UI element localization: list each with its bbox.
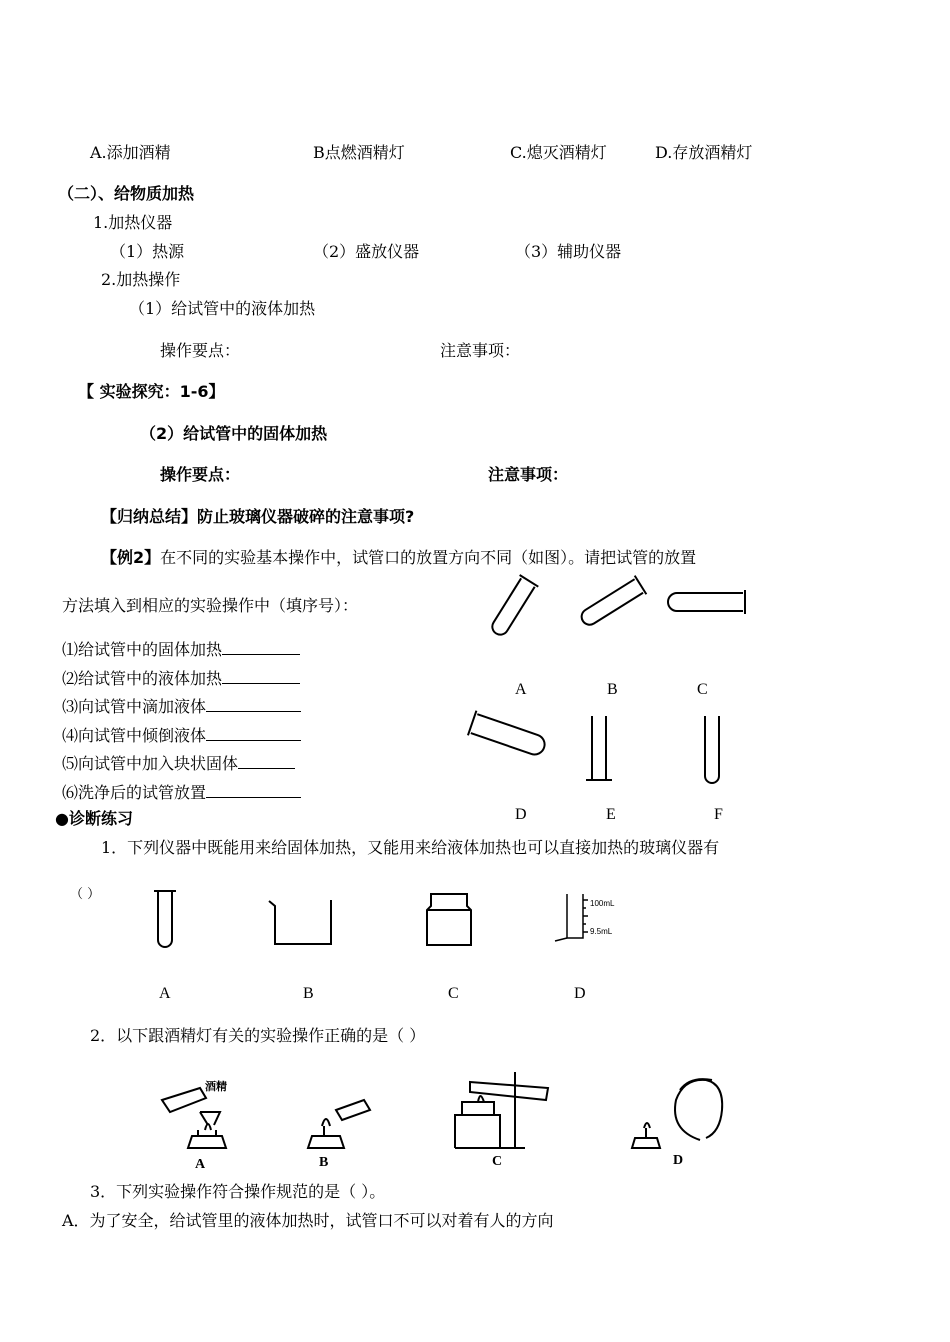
option-a: A.添加酒精	[90, 143, 171, 162]
cyl-mark-95: 9.5mL	[590, 927, 613, 936]
section-title: （二）、给物质加热	[58, 184, 195, 203]
instrument-heat-source: （1）热源	[110, 242, 185, 261]
liquid-heating-heading: （1）给试管中的液体加热	[129, 299, 316, 318]
cyl-mark-100: 100mL	[590, 899, 615, 908]
q2-label-d: D	[673, 1153, 684, 1168]
diagnosis-title: ●诊断练习	[55, 809, 133, 828]
instrument-auxiliary: （3）辅助仪器	[515, 242, 622, 261]
instrument-container: （2）盛放仪器	[313, 242, 420, 261]
heating-operation-heading: 2.加热操作	[101, 270, 181, 289]
example2-item-6: ⑹洗净后的试管放置	[62, 783, 301, 801]
q1-label-d: D	[574, 985, 586, 1002]
q3-option-a: A．为了安全，给试管里的液体加热时，试管口不可以对着有人的方向	[62, 1211, 554, 1230]
q1-paren: （ ）	[70, 887, 101, 902]
points-label: 操作要点：	[160, 341, 241, 360]
q2-fig-d-icon	[632, 1079, 722, 1148]
solid-heating-heading: （2）给试管中的固体加热	[140, 424, 328, 443]
example2-body: 在不同的实验基本操作中，试管口的放置方向不同（如图）。请把试管的放置	[160, 548, 697, 567]
example2-item-2: ⑵给试管中的液体加热	[62, 669, 300, 687]
q2-label-a: A	[195, 1157, 206, 1172]
option-d: D.存放酒精灯	[655, 143, 753, 162]
tube-label-a: A	[515, 681, 527, 698]
example2-item-3: ⑶向试管中滴加液体	[62, 697, 301, 715]
q3-text: 3．下列实验操作符合操作规范的是（ ）。	[90, 1182, 386, 1201]
heating-instruments-heading: 1.加热仪器	[93, 213, 173, 232]
tube-label-f: F	[714, 806, 723, 823]
summary-heading: 【归纳总结】防止玻璃仪器破碎的注意事项?	[101, 507, 415, 526]
q2-label-c: C	[492, 1154, 503, 1169]
q2-text: 2．以下跟酒精灯有关的实验操作正确的是（ ）	[90, 1026, 426, 1045]
q2-label-b: B	[319, 1155, 329, 1170]
example2-item-5: ⑸向试管中加入块状固体	[62, 754, 295, 772]
q2-alcohol-label: 酒精	[205, 1080, 227, 1093]
tube-label-d: D	[515, 806, 527, 823]
example2-text2: 方法填入到相应的实验操作中（填序号）：	[62, 596, 359, 615]
notes-label-bold: 注意事项：	[488, 465, 569, 484]
notes-label: 注意事项：	[440, 341, 521, 360]
q1-text: 1．下列仪器中既能用来给固体加热，又能用来给液体加热也可以直接加热的玻璃仪器有	[101, 838, 720, 857]
option-b: B点燃酒精灯	[313, 143, 405, 162]
option-c: C.熄灭酒精灯	[510, 143, 607, 162]
tube-label-e: E	[606, 806, 616, 823]
q2-fig-b-icon	[308, 1100, 370, 1148]
tube-label-c: C	[697, 681, 708, 698]
q1-label-c: C	[448, 985, 459, 1002]
q1-label-b: B	[303, 985, 314, 1002]
q1-label-a: A	[159, 985, 171, 1002]
q2-fig-a-icon	[162, 1088, 226, 1148]
tube-label-b: B	[607, 681, 618, 698]
example2-item-4: ⑷向试管中倾倒液体	[62, 726, 301, 744]
points-label-bold: 操作要点：	[160, 465, 241, 484]
example2-tag: 【例2】	[101, 548, 161, 567]
q2-fig-c-icon	[455, 1072, 548, 1148]
explore-heading: 【 实验探究：1-6】	[78, 382, 225, 401]
example2-item-1: ⑴给试管中的固体加热	[62, 640, 300, 658]
